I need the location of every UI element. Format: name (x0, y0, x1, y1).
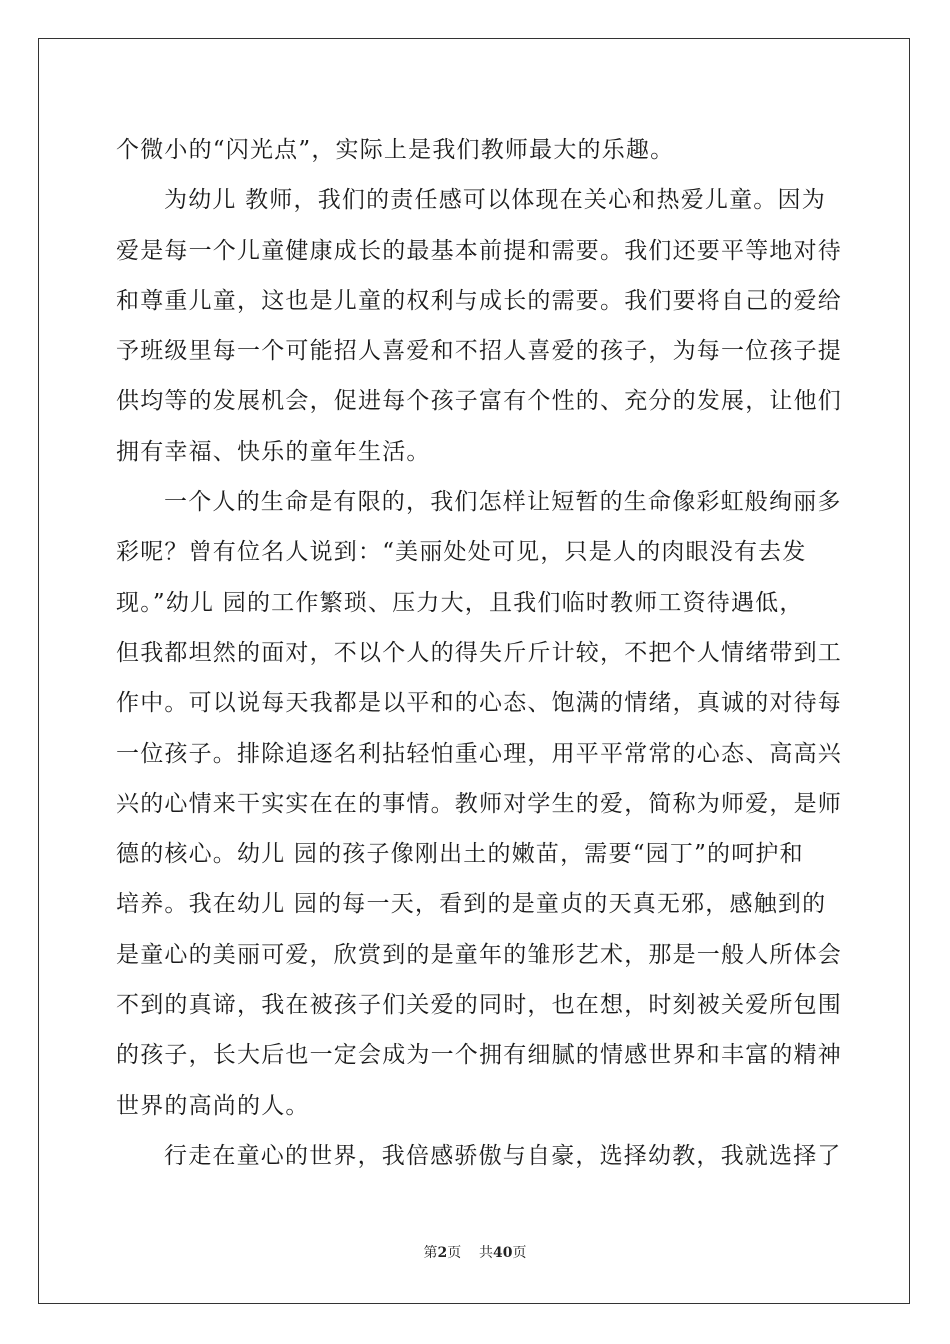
footer-prefix: 第 (423, 1245, 438, 1261)
text-line: 爱是每一个儿童健康成长的最基本前提和需要。我们还要平等地对待 (116, 237, 842, 264)
paragraph (116, 125, 836, 175)
paragraph (116, 477, 842, 1131)
document-body (116, 125, 842, 1181)
paragraph (116, 1131, 842, 1181)
text-line: 行走在童心的世界，我倍感骄傲与自豪，选择幼教，我就选择了 (164, 1142, 842, 1169)
text-line: 和尊重儿童，这也是儿童的权利与成长的需要。我们要将自己的爱给 (116, 287, 842, 314)
text-line: 德的核心。幼儿 园的孩子像刚出土的嫩苗，需要“园丁”的呵护和 (116, 841, 804, 868)
text-line: 为幼儿 教师，我们的责任感可以体现在关心和热爱儿童。因为 (164, 187, 826, 214)
text-line: 的孩子，长大后也一定会成为一个拥有细腻的情感世界和丰富的精神 (116, 1042, 842, 1069)
text-line: 世界的高尚的人。 (116, 1092, 310, 1119)
footer-total-suffix: 页 (512, 1245, 527, 1261)
text-line: 供均等的发展机会，促进每个孩子富有个性的、充分的发展，让他们 (116, 388, 842, 415)
text-line: 彩呢？曾有位名人说到：“美丽处处可见，只是人的肉眼没有去发 (116, 539, 807, 566)
text-line: 作中。可以说每天我都是以平和的心态、饱满的情绪，真诚的对待每 (116, 690, 842, 717)
text-line: 一位孩子。排除追逐名利拈轻怕重心理，用平平常常的心态、高高兴 (116, 740, 842, 767)
text-line: 是童心的美丽可爱，欣赏到的是童年的雏形艺术，那是一般人所体会 (116, 941, 842, 968)
text-line: 不到的真谛，我在被孩子们关爱的同时，也在想，时刻被关爱所包围 (116, 992, 842, 1019)
text-line: 拥有幸福、快乐的童年生活。 (116, 438, 431, 465)
page-footer (0, 1243, 950, 1263)
text-line: 个微小的“闪光点”，实际上是我们教师最大的乐趣。 (116, 137, 675, 163)
text-line: 一个人的生命是有限的，我们怎样让短暂的生命像彩虹般绚丽多 (164, 489, 842, 516)
footer-page-suffix: 页 (447, 1245, 462, 1261)
text-line: 予班级里每一个可能招人喜爱和不招人喜爱的孩子，为每一位孩子提 (116, 338, 842, 365)
current-page-number: 2 (437, 1245, 448, 1261)
text-line: 现。”幼儿 园的工作繁琐、压力大，且我们临时教师工资待遇低， (116, 589, 804, 616)
text-line: 培养。我在幼儿 园的每一天，看到的是童贞的天真无邪，感触到的 (116, 891, 827, 918)
total-page-count: 40 (493, 1245, 513, 1261)
paragraph (116, 175, 842, 477)
text-line: 但我都坦然的面对，不以个人的得失斤斤计较，不把个人情绪带到工 (116, 639, 842, 666)
text-line: 兴的心情来干实实在在的事情。教师对学生的爱，简称为师爱，是师 (116, 790, 842, 817)
footer-total-prefix: 共 (479, 1245, 494, 1261)
